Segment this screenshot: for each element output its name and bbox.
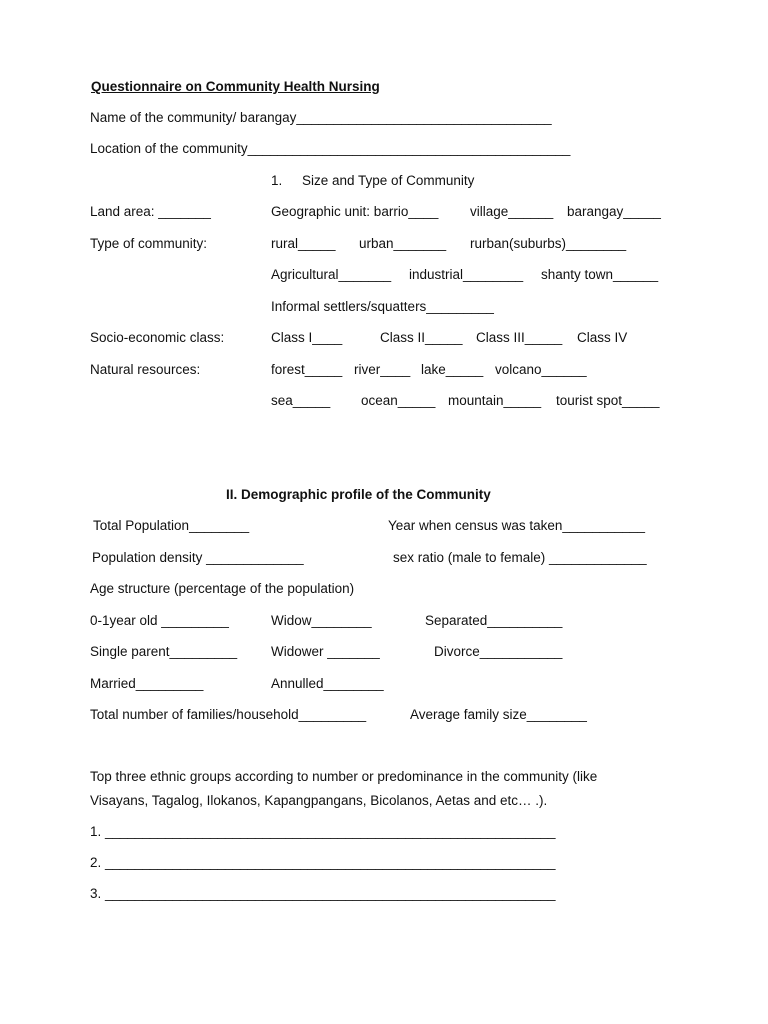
tourist-spot-field[interactable]: tourist spot_____ (556, 393, 660, 408)
lake-field[interactable]: lake_____ (421, 362, 484, 377)
class-4-field[interactable]: Class IV (577, 330, 628, 345)
class-1-field[interactable]: Class I____ (271, 330, 343, 345)
census-year-field[interactable]: Year when census was taken___________ (388, 518, 645, 533)
class-2-field[interactable]: Class II_____ (380, 330, 463, 345)
shanty-town-field[interactable]: shanty town______ (541, 267, 659, 282)
natural-resources-label: Natural resources: (90, 362, 201, 377)
community-location-field[interactable]: Location of the community___________________________________________ (90, 141, 571, 156)
volcano-field[interactable]: volcano______ (495, 362, 587, 377)
sex-ratio-field[interactable]: sex ratio (male to female) _____________ (393, 550, 647, 565)
average-family-size-field[interactable]: Average family size________ (410, 707, 587, 722)
forest-field[interactable]: forest_____ (271, 362, 343, 377)
population-density-field[interactable]: Population density _____________ (92, 550, 304, 565)
age-0-1-field[interactable]: 0-1year old _________ (90, 613, 229, 628)
ethnic-group-1-field[interactable]: 1. ____________________________________________________________ (90, 824, 556, 839)
community-name-field[interactable]: Name of the community/ barangay__________________________________ (90, 110, 552, 125)
annulled-field[interactable]: Annulled________ (271, 676, 384, 691)
village-field[interactable]: village______ (470, 204, 554, 219)
socio-economic-class-label: Socio-economic class: (90, 330, 225, 345)
barangay-field[interactable]: barangay_____ (567, 204, 661, 219)
industrial-field[interactable]: industrial________ (409, 267, 524, 282)
total-families-field[interactable]: Total number of families/household_________ (90, 707, 367, 722)
widow-field[interactable]: Widow________ (271, 613, 372, 628)
land-area-field[interactable]: Land area: _______ (90, 204, 211, 219)
sea-field[interactable]: sea_____ (271, 393, 331, 408)
informal-settlers-field[interactable]: Informal settlers/squatters_________ (271, 299, 494, 314)
widower-field[interactable]: Widower _______ (271, 644, 380, 659)
urban-field[interactable]: urban_______ (359, 236, 447, 251)
ethnic-groups-intro-line1: Top three ethnic groups according to number or predominance in the community (like (90, 769, 598, 784)
age-structure-label: Age structure (percentage of the population) (90, 581, 355, 596)
document-title: Questionnaire on Community Health Nursing (91, 79, 380, 94)
section1-heading: Size and Type of Community (302, 173, 475, 188)
river-field[interactable]: river____ (354, 362, 411, 377)
single-parent-field[interactable]: Single parent_________ (90, 644, 238, 659)
section2-heading: II. Demographic profile of the Community (226, 487, 491, 502)
total-population-field[interactable]: Total Population________ (93, 518, 250, 533)
agricultural-field[interactable]: Agricultural_______ (271, 267, 392, 282)
ethnic-group-2-field[interactable]: 2. ____________________________________________________________ (90, 855, 556, 870)
ethnic-groups-intro-line2: Visayans, Tagalog, Ilokanos, Kapangpangans, Bicolanos, Aetas and etc… .). (90, 793, 548, 808)
class-3-field[interactable]: Class III_____ (476, 330, 563, 345)
divorce-field[interactable]: Divorce___________ (434, 644, 563, 659)
rurban-field[interactable]: rurban(suburbs)________ (470, 236, 627, 251)
married-field[interactable]: Married_________ (90, 676, 204, 691)
section1-number: 1. (271, 173, 283, 188)
ocean-field[interactable]: ocean_____ (361, 393, 436, 408)
rural-field[interactable]: rural_____ (271, 236, 336, 251)
ethnic-group-3-field[interactable]: 3. ____________________________________________________________ (90, 886, 556, 901)
separated-field[interactable]: Separated__________ (425, 613, 563, 628)
type-of-community-label: Type of community: (90, 236, 208, 251)
mountain-field[interactable]: mountain_____ (448, 393, 542, 408)
geographic-unit-barrio-field[interactable]: Geographic unit: barrio____ (271, 204, 439, 219)
